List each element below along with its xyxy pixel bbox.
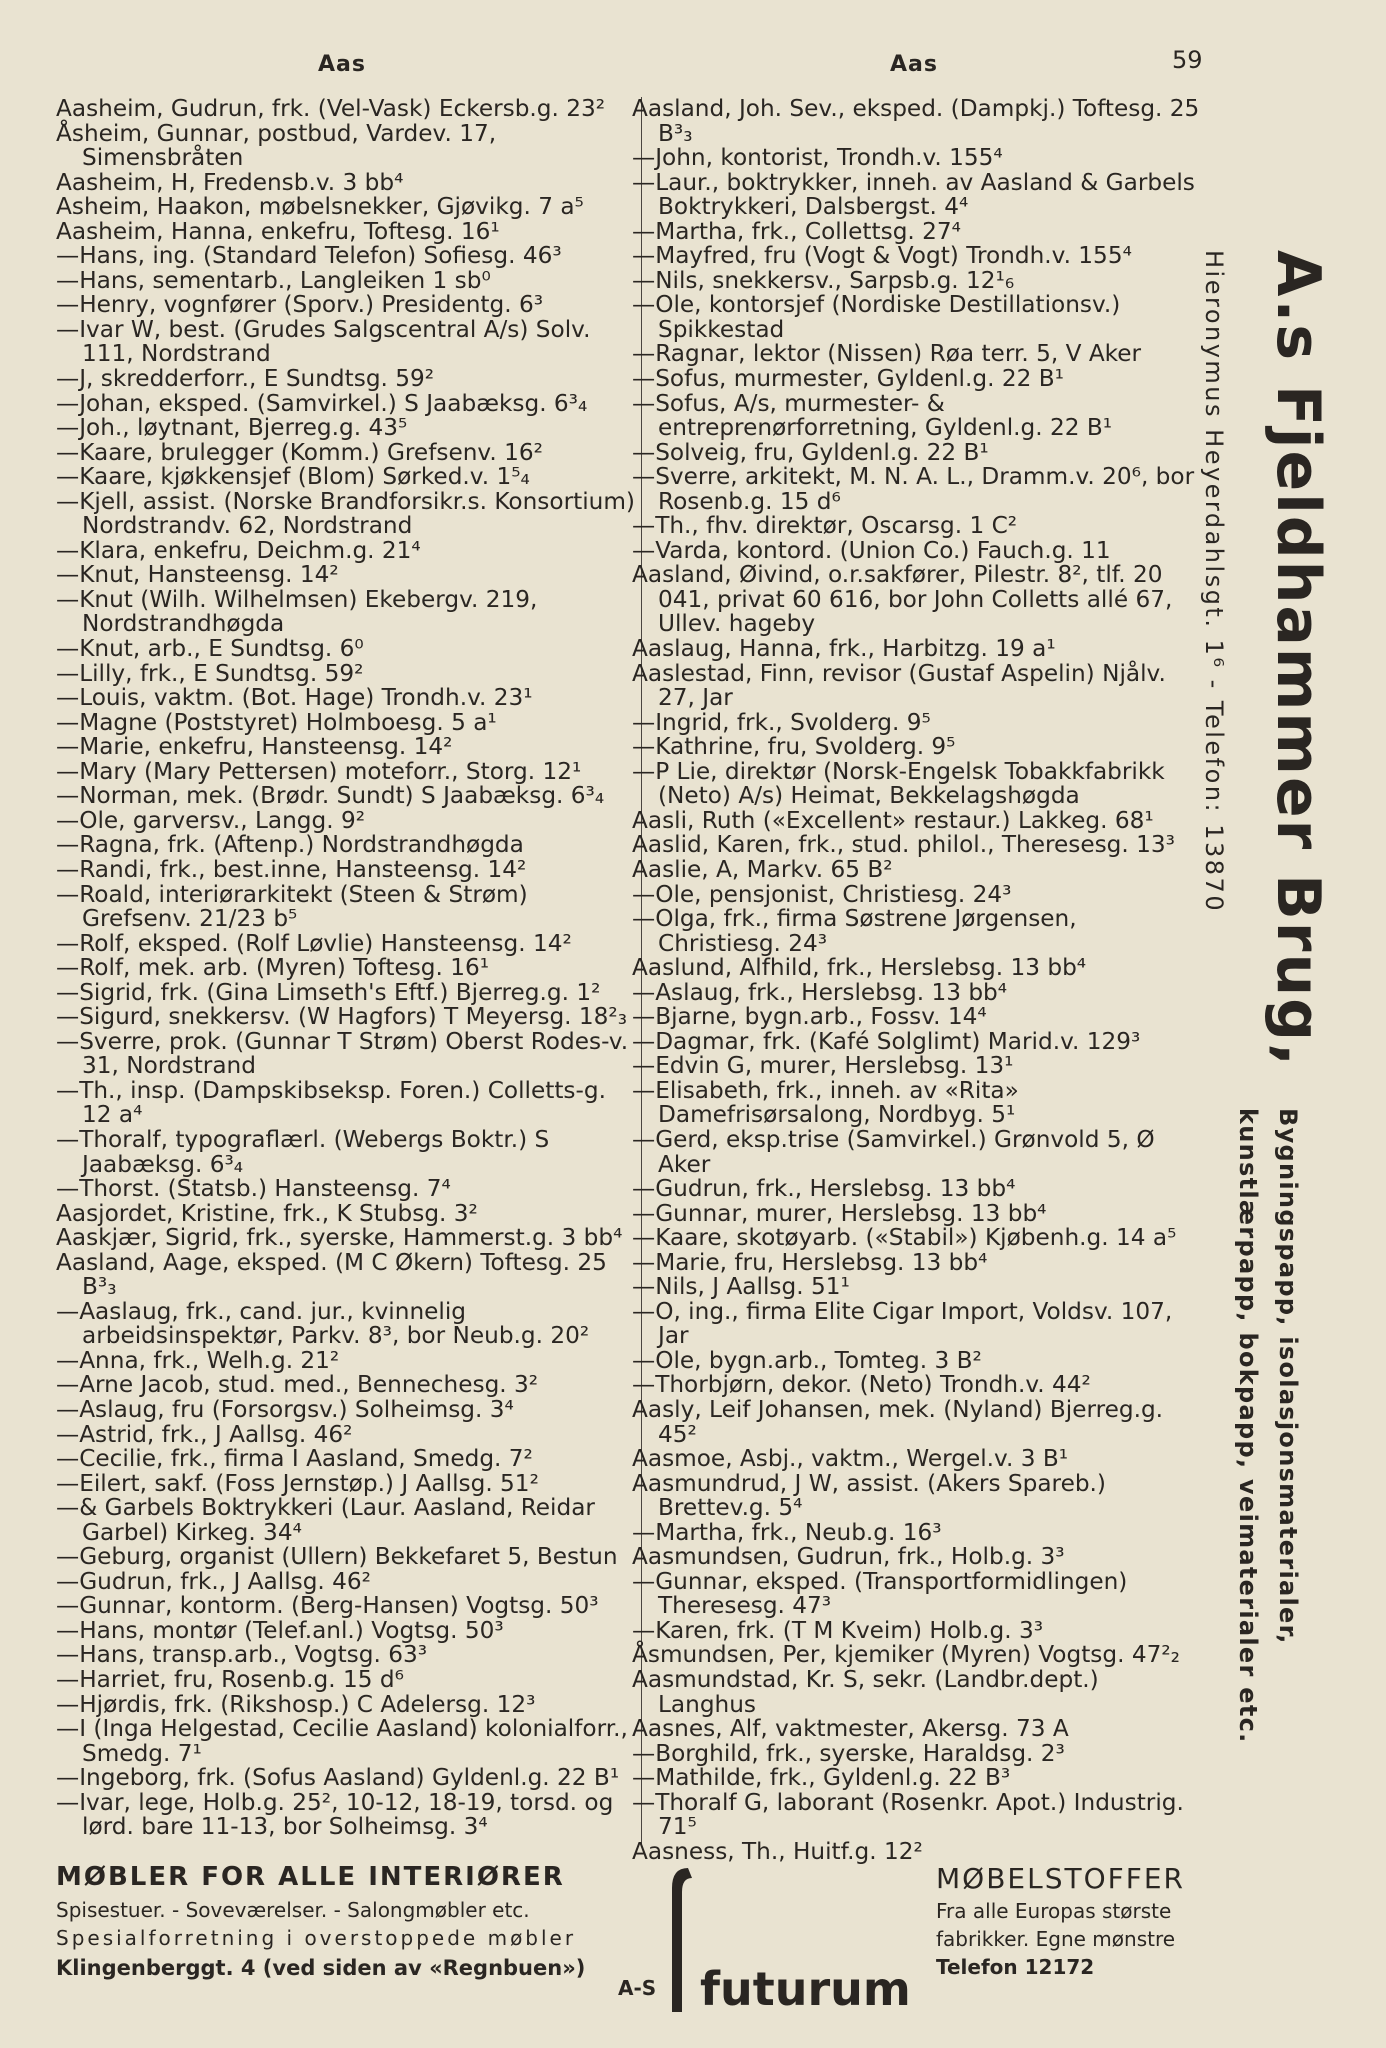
directory-entry: —P Lie, direktør (Norsk-Engelsk Tobakkfabrikk (Neto) A/s) Heimat, Bekkelagshøgda (632, 757, 1165, 810)
directory-entry: —Kaare, brulegger (Komm.) Grefsenv. 16² (56, 438, 543, 466)
running-head-left: Aas (318, 52, 366, 77)
directory-entry: —Henry, vognfører (Sporv.) Presidentg. 6³ (56, 291, 544, 319)
directory-entry: —Marie, enkefru, Hansteensg. 14² (56, 733, 453, 761)
directory-entry: —Rolf, eksped. (Rolf Løvlie) Hansteensg. 14² (56, 929, 572, 957)
directory-entry: —Randi, frk., best.inne, Hansteensg. 14² (56, 855, 527, 883)
footer-ad-furniture-line2: Spesialforretning i overstoppede møbler (56, 1926, 577, 1950)
directory-entry: Aasland, Joh. Sev., eksped. (Dampkj.) Toftesg. 25 B³₃ (632, 95, 1200, 147)
directory-entry: —Geburg, organist (Ullern) Bekkefaret 5, Bestun (56, 1543, 618, 1571)
running-head-right: Aas (890, 52, 938, 77)
side-ad-firm-name: A.s Fjeldhammer Brug, (1263, 250, 1333, 1068)
directory-entry: —Hjørdis, frk. (Rikshosp.) C Adelersg. 12³ (56, 1690, 536, 1718)
directory-entry: Aasmundrud, J W, assist. (Akers Spareb.) Brettev.g. 5⁴ (632, 1469, 1106, 1522)
directory-entry: —Thorbjørn, dekor. (Neto) Trondh.v. 44² (632, 1371, 1091, 1399)
directory-entry: Aasheim, Hanna, enkefru, Toftesg. 16¹ (56, 217, 500, 245)
directory-entry: Aasli, Ruth («Excellent» restaur.) Lakkeg. 68¹ (632, 806, 1154, 834)
directory-entry: —Arne Jacob, stud. med., Bennechesg. 3² (56, 1371, 539, 1399)
directory-entry: —Kaare, kjøkkensjef (Blom) Sørked.v. 1⁵₄ (56, 463, 530, 491)
directory-entry: —Dagmar, frk. (Kafé Solglimt) Marid.v. 129³ (632, 1027, 1141, 1055)
directory-entry: Aasmundstad, Kr. S, sekr. (Landbr.dept.) Langhus (632, 1666, 1099, 1718)
directory-entry: —Borghild, frk., syerske, Haraldsg. 2³ (632, 1739, 1065, 1767)
directory-entry: —Ole, pensjonist, Christiesg. 24³ (632, 880, 1012, 908)
directory-entry: —Ragna, frk. (Aftenp.) Nordstrandhøgda (56, 831, 524, 859)
side-ad-goods-line1: Bygningspapp, isolasjonsmaterialer, (1274, 1108, 1302, 1645)
directory-entry: Aaslaug, Hanna, frk., Harbitzg. 19 a¹ (632, 635, 1056, 663)
directory-entry: Aasland, Aage, eksped. (M C Økern) Toftesg. 25 B³₃ (56, 1248, 607, 1301)
futurum-prefix: A-S (618, 1976, 657, 2000)
directory-entry: —Ragnar, lektor (Nissen) Røa terr. 5, V Aker (632, 340, 1142, 368)
directory-entry: —Elisabeth, frk., inneh. av «Rita» Damefrisørsalong, Nordbyg. 5¹ (632, 1076, 1019, 1129)
directory-entry: —Sigrid, frk. (Gina Limseth's Eftf.) Bjerreg.g. 1² (56, 978, 601, 1006)
directory-entry: —Ole, garversv., Langg. 9² (56, 806, 366, 834)
directory-entry: —Lilly, frk., E Sundtsg. 59² (56, 659, 364, 687)
directory-entry: —Mary (Mary Pettersen) moteforr., Storg. 12¹ (56, 757, 582, 785)
directory-entry: —Kaare, skotøyarb. («Stabil») Kjøbenh.g. 14 a⁵ (632, 1224, 1177, 1252)
side-ad-address: Hieronymus Heyerdahlsgt. 1⁶ - Telefon: 13870 (1200, 250, 1228, 914)
directory-entry: Aasly, Leif Johansen, mek. (Nyland) Bjerreg.g. 45² (632, 1395, 1164, 1448)
directory-entry: Aaskjær, Sigrid, frk., syerske, Hammerst.g. 3 bb⁴ (56, 1224, 623, 1252)
directory-entry: —Eilert, sakf. (Foss Jernstøp.) J Aallsg. 51² (56, 1469, 539, 1497)
directory-entry: —Knut, Hansteensg. 14² (56, 561, 339, 589)
directory-entry: —Sofus, A/s, murmester- & entreprenørforretning, Gyldenl.g. 22 B¹ (632, 389, 1113, 442)
directory-entry: —Gudrun, frk., J Aallsg. 46² (56, 1567, 371, 1595)
directory-entry: —Klara, enkefru, Deichm.g. 21⁴ (56, 536, 421, 564)
directory-entry: —Laur., boktrykker, inneh. av Aasland & Garbels Boktrykkeri, Dalsbergst. 4⁴ (632, 168, 1195, 221)
directory-entry: —John, kontorist, Trondh.v. 155⁴ (632, 144, 1003, 172)
directory-entry: —Sofus, murmester, Gyldenl.g. 22 B¹ (632, 365, 1064, 393)
directory-entry: —Olga, frk., firma Søstrene Jørgensen, Christiesg. 24³ (632, 905, 1077, 957)
directory-entry: —Thorst. (Statsb.) Hansteensg. 7⁴ (56, 1175, 451, 1203)
directory-entry: —Edvin G, murer, Herslebsg. 13¹ (632, 1052, 1014, 1080)
footer-ad-fabrics-line3: Telefon 12172 (936, 1955, 1095, 1979)
directory-entry: Aasness, Th., Huitf.g. 12² (632, 1837, 923, 1865)
directory-entry: Asheim, Haakon, møbelsnekker, Gjøvikg. 7 a⁵ (56, 193, 584, 221)
directory-entry: —Thoralf, typograflærl. (Webergs Boktr.) S Jaabæksg. 6³₄ (56, 1125, 550, 1178)
directory-entry: —Kjell, assist. (Norske Brandforsikr.s. Konsortium) Nordstrandv. 62, Nordstrand (56, 487, 635, 540)
futurum-brand: futurum (700, 1962, 911, 2016)
directory-entry: Aasland, Øivind, o.r.sakfører, Pilestr. 8², tlf. 20 041, privat 60 616, bor John Colletts allé 67, Ullev. hageby (632, 561, 1173, 638)
futurum-f-logo-mark (658, 1862, 698, 2012)
footer-ad-furniture-line1: Spisestuer. - Soveværelser. - Salongmøbler etc. (56, 1898, 530, 1922)
directory-entry: —Gunnar, murer, Herslebsg. 13 bb⁴ (632, 1199, 1047, 1227)
directory-entry: —Mayfred, fru (Vogt & Vogt) Trondh.v. 155⁴ (632, 242, 1132, 270)
directory-entry: Aasmoe, Asbj., vaktm., Wergel.v. 3 B¹ (632, 1445, 1069, 1473)
directory-entry: —Astrid, frk., J Aallsg. 46² (56, 1420, 353, 1448)
footer-ad-furniture-title: MØBLER FOR ALLE INTERIØRER (56, 1862, 565, 1892)
directory-entry: —Knut (Wilh. Wilhelmsen) Ekebergv. 219, Nordstrandhøgda (56, 585, 538, 638)
directory-entry: —Varda, kontord. (Union Co.) Fauch.g. 11 (632, 536, 1111, 564)
directory-column-right (632, 97, 1202, 1864)
directory-entry: —Gudrun, frk., Herslebsg. 13 bb⁴ (632, 1175, 1016, 1203)
directory-entry: —Ingrid, frk., Svolderg. 9⁵ (632, 708, 931, 736)
directory-entry: —Hans, ing. (Standard Telefon) Sofiesg. 46³ (56, 242, 562, 270)
directory-entry: —Ole, bygn.arb., Tomteg. 3 B² (632, 1346, 982, 1374)
directory-entry: —I (Inga Helgestad, Cecilie Aasland) kolonialforr., Smedg. 7¹ (56, 1715, 628, 1767)
directory-entry: —Aaslaug, frk., cand. jur., kvinnelig arbeidsinspektør, Parkv. 8³, bor Neub.g. 20² (56, 1297, 590, 1350)
directory-entry: —Harriet, fru, Rosenb.g. 15 d⁶ (56, 1666, 404, 1693)
directory-entry: —Magne (Poststyret) Holmboesg. 5 a¹ (56, 708, 497, 736)
directory-entry: —Ivar W, best. (Grudes Salgscentral A/s) Solv. 111, Nordstrand (56, 315, 591, 368)
page-number: 59 (1172, 46, 1203, 74)
directory-entry: —Gerd, eksp.trise (Samvirkel.) Grønvold 5, Ø Aker (632, 1125, 1155, 1178)
footer-ad-furniture-line3: Klingenberggt. 4 (ved siden av «Regnbuen») (56, 1956, 586, 1980)
directory-entry: —Th., insp. (Dampskibseksp. Foren.) Colletts-g. 12 a⁴ (56, 1076, 606, 1129)
directory-entry: —Aslaug, frk., Herslebsg. 13 bb⁴ (632, 978, 1008, 1006)
directory-entry: —Cecilie, frk., firma I Aasland, Smedg. 7² (56, 1445, 533, 1473)
directory-entry: Aaslid, Karen, frk., stud. philol., Theresesg. 13³ (632, 831, 1175, 859)
directory-entry: —Aslaug, fru (Forsorgsv.) Solheimsg. 3⁴ (56, 1395, 514, 1423)
footer-ad-furniture (56, 1862, 616, 1980)
directory-entry: Aasjordet, Kristine, frk., K Stubsg. 3² (56, 1199, 478, 1227)
directory-entry: —Marie, fru, Herslebsg. 13 bb⁴ (632, 1248, 988, 1276)
directory-entry: —Ole, kontorsjef (Nordiske Destillationsv.) Spikkestad (632, 291, 1121, 343)
directory-entry: —Johan, eksped. (Samvirkel.) S Jaabæksg. 6³₄ (56, 389, 588, 417)
directory-entry: —Knut, arb., E Sundtsg. 6⁰ (56, 635, 364, 663)
directory-entry: Aaslund, Alfhild, frk., Herslebsg. 13 bb⁴ (632, 954, 1087, 982)
directory-entry: —Bjarne, bygn.arb., Fossv. 14⁴ (632, 1003, 987, 1031)
directory-entry: —Karen, frk. (T M Kveim) Holb.g. 3³ (632, 1616, 1044, 1644)
directory-entry: Aasheim, H, Fredensb.v. 3 bb⁴ (56, 168, 404, 196)
directory-entry: —Sverre, arkitekt, M. N. A. L., Dramm.v. 20⁶, bor Rosenb.g. 15 d⁶ (632, 463, 1195, 515)
footer-ad-fabrics-line2: fabrikker. Egne mønstre (936, 1927, 1176, 1951)
directory-entry: —Sverre, prok. (Gunnar T Strøm) Oberst Rodes-v. 31, Nordstrand (56, 1027, 629, 1080)
directory-entry: —Hans, sementarb., Langleiken 1 sb⁰ (56, 266, 491, 294)
directory-entry: Aasmundsen, Gudrun, frk., Holb.g. 3³ (632, 1543, 1065, 1571)
footer-ad-fabrics (936, 1862, 1236, 1979)
directory-entry: —Ingeborg, frk. (Sofus Aasland) Gyldenl.g. 22 B¹ (56, 1764, 620, 1792)
directory-entry: —Kathrine, fru, Svolderg. 9⁵ (632, 733, 956, 761)
directory-entry: —Solveig, fru, Gyldenl.g. 22 B¹ (632, 438, 989, 466)
directory-entry: —Louis, vaktm. (Bot. Hage) Trondh.v. 23¹ (56, 684, 533, 712)
directory-entry: —J, skredderforr., E Sundtsg. 59² (56, 365, 435, 393)
directory-entry: —Nils, J Aallsg. 51¹ (632, 1273, 850, 1301)
directory-entry: —Martha, frk., Collettsg. 27⁴ (632, 217, 961, 245)
directory-entry: —Th., fhv. direktør, Oscarsg. 1 C² (632, 512, 1018, 540)
directory-entry: Aasnes, Alf, vaktmester, Akersg. 73 A (632, 1715, 1069, 1743)
directory-entry: —Anna, frk., Welh.g. 21² (56, 1346, 340, 1374)
directory-entry: Åsheim, Gunnar, postbud, Vardev. 17, Simensbråten (56, 119, 497, 172)
directory-entry: —Gunnar, kontorm. (Berg-Hansen) Vogtsg. 50³ (56, 1592, 599, 1620)
directory-entry: —Joh., løytnant, Bjerreg.g. 43⁵ (56, 414, 408, 442)
directory-entry: —Rolf, mek. arb. (Myren) Toftesg. 16¹ (56, 954, 490, 982)
directory-entry: Åsmundsen, Per, kjemiker (Myren) Vogtsg. 47²₂ (632, 1641, 1180, 1669)
directory-entry: —Thoralf G, laborant (Rosenkr. Apot.) Industrig. 71⁵ (632, 1788, 1184, 1841)
directory-entry: —Nils, snekkersv., Sarpsb.g. 12¹₆ (632, 266, 1015, 294)
directory-entry: —Mathilde, frk., Gyldenl.g. 22 B³ (632, 1764, 1011, 1792)
directory-entry: Aaslie, A, Markv. 65 B² (632, 855, 893, 883)
footer-ad-futurum (618, 1862, 918, 2016)
directory-entry: —Sigurd, snekkersv. (W Hagfors) T Meyersg. 18²₃ (56, 1003, 628, 1031)
directory-entry: —Gunnar, eksped. (Transportformidlingen) Theresesg. 47³ (632, 1567, 1128, 1620)
footer-ad-fabrics-line1: Fra alle Europas største (936, 1899, 1172, 1923)
directory-column-left (56, 97, 636, 1840)
directory-entry: —Ivar, lege, Holb.g. 25², 10-12, 18-19, torsd. og lørd. bare 11-13, bor Solheimsg. 3⁴ (56, 1788, 614, 1841)
directory-entry: —Hans, montør (Telef.anl.) Vogtsg. 50³ (56, 1616, 504, 1644)
directory-entry: —& Garbels Boktrykkeri (Laur. Aasland, Reidar Garbel) Kirkeg. 34⁴ (56, 1494, 595, 1546)
directory-entry: —Hans, transp.arb., Vogtsg. 63³ (56, 1641, 428, 1669)
directory-entry: —O, ing., firma Elite Cigar Import, Voldsv. 107, Jar (632, 1297, 1173, 1350)
footer-ad-fabrics-title: MØBELSTOFFER (936, 1862, 1185, 1895)
directory-entry: —Martha, frk., Neub.g. 16³ (632, 1518, 942, 1546)
directory-entry: —Roald, interiørarkitekt (Steen & Strøm) Grefsenv. 21/23 b⁵ (56, 880, 528, 933)
directory-entry: Aaslestad, Finn, revisor (Gustaf Aspelin) Njålv. 27, Jar (632, 659, 1166, 712)
side-ad-goods-line2: kunstlærpapp, bokpapp, veimaterialer etc. (1234, 1108, 1262, 1744)
directory-entry: —Norman, mek. (Brødr. Sundt) S Jaabæksg. 6³₄ (56, 782, 605, 810)
directory-entry: Aasheim, Gudrun, frk. (Vel-Vask) Eckersb.g. 23² (56, 95, 606, 122)
